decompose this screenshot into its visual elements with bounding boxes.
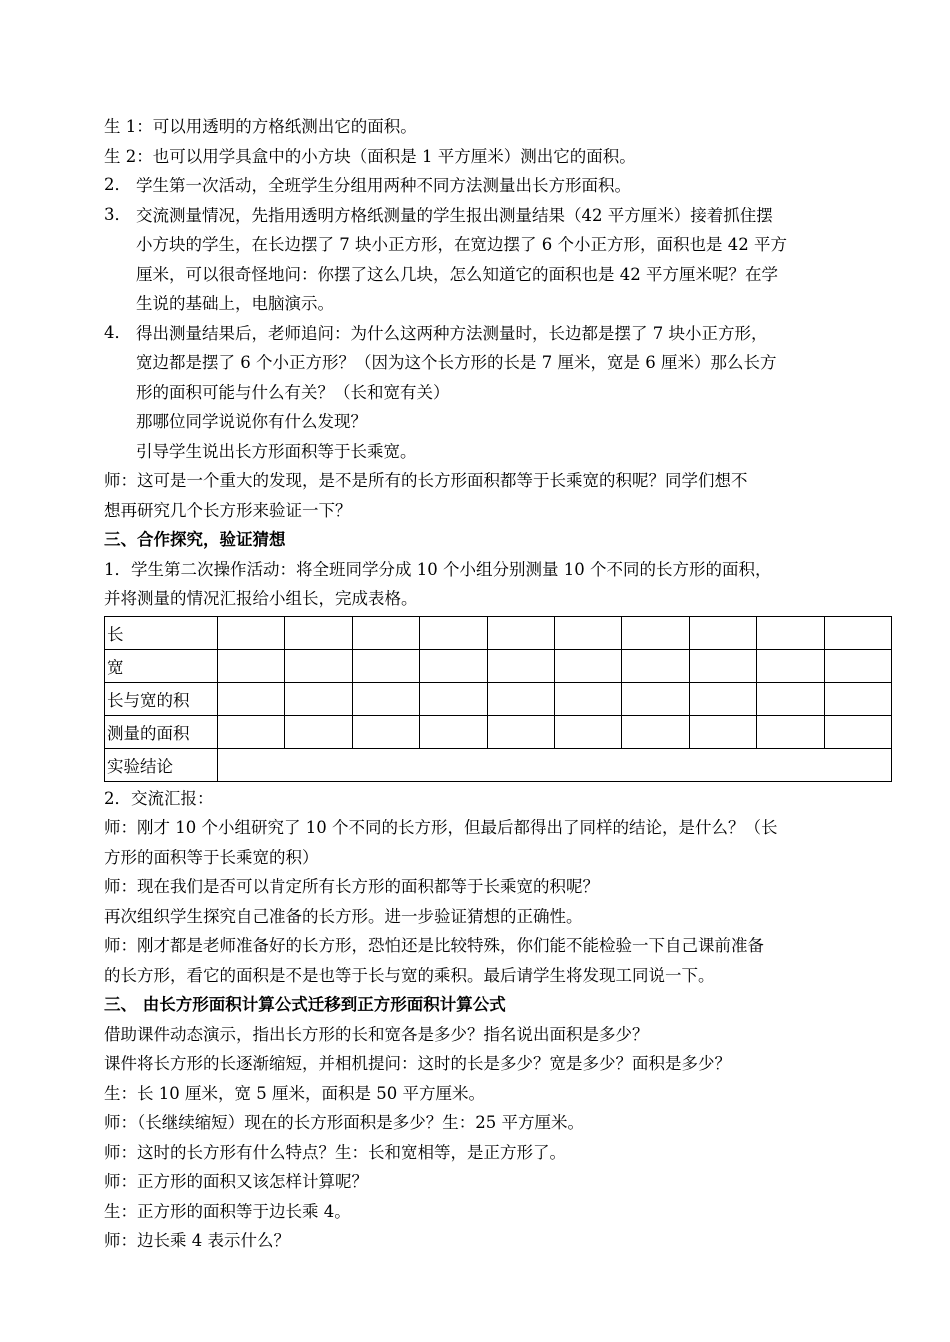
table-cell bbox=[757, 715, 824, 748]
table-cell bbox=[554, 616, 621, 649]
paragraph: 得出测量结果后，老师追问：为什么这两种方法测量时，长边都是摆了 7 块小正方形， bbox=[136, 323, 768, 343]
paragraph: 宽边都是摆了 6 个小正方形？（因为这个长方形的长是 7 厘米，宽是 6 厘米）那么长方 bbox=[136, 353, 777, 372]
table-cell bbox=[285, 616, 352, 649]
table-cell bbox=[757, 649, 824, 682]
table-cell bbox=[689, 649, 756, 682]
paragraph: 方形的面积等于长乘宽的积） bbox=[104, 847, 319, 867]
table-cell bbox=[689, 682, 756, 715]
table-cell bbox=[218, 715, 285, 748]
paragraph: 交流测量情况，先指用透明方格纸测量的学生报出测量结果（42 平方厘米）接着抓住摆 bbox=[136, 205, 773, 225]
table-cell bbox=[757, 682, 824, 715]
table-cell bbox=[554, 649, 621, 682]
measurement-table bbox=[104, 616, 892, 782]
table-cell bbox=[352, 616, 419, 649]
table-row bbox=[105, 649, 892, 682]
table-cell bbox=[420, 682, 487, 715]
table-row bbox=[105, 715, 892, 748]
row-header: 长与宽的积 bbox=[105, 682, 218, 715]
paragraph: 师：（长继续缩短）现在的长方形面积是多少？生：25 平方厘米。 bbox=[104, 1113, 584, 1132]
document-page bbox=[104, 112, 894, 1256]
table-row bbox=[105, 616, 892, 649]
paragraph: 厘米，可以很奇怪地问：你摆了这么几块，怎么知道它的面积也是 42 平方厘米呢？在学 bbox=[136, 264, 778, 284]
table-cell bbox=[622, 715, 689, 748]
table-cell bbox=[420, 616, 487, 649]
paragraph: 生：正方形的面积等于边长乘 4。 bbox=[104, 1201, 351, 1221]
paragraph: 借助课件动态演示，指出长方形的长和宽各是多少？指名说出面积是多少？ bbox=[104, 1024, 649, 1044]
table-cell bbox=[689, 715, 756, 748]
table-cell bbox=[420, 715, 487, 748]
paragraph: 引导学生说出长方形面积等于长乘宽。 bbox=[136, 441, 417, 461]
row-header: 实验结论 bbox=[105, 748, 218, 781]
paragraph: 师：这可是一个重大的发现，是不是所有的长方形面积都等于长乘宽的积呢？同学们想不 bbox=[104, 471, 748, 490]
table-cell bbox=[218, 616, 285, 649]
table-cell bbox=[487, 715, 554, 748]
paragraph: 师：刚才 10 个小组研究了 10 个不同的长方形，但最后都得出了同样的结论，是什么？（长 bbox=[104, 818, 778, 837]
paragraph: 课件将长方形的长逐渐缩短，并相机提问：这时的长是多少？宽是多少？面积是多少？ bbox=[104, 1054, 731, 1073]
table-cell bbox=[218, 682, 285, 715]
table-cell bbox=[622, 682, 689, 715]
table-cell bbox=[689, 616, 756, 649]
table-cell bbox=[757, 616, 824, 649]
paragraph: 师：这时的长方形有什么特点？生：长和宽相等，是正方形了。 bbox=[104, 1142, 566, 1162]
table-cell bbox=[285, 649, 352, 682]
list-item bbox=[104, 201, 894, 319]
table-cell bbox=[824, 715, 891, 748]
list-number: 2． bbox=[104, 175, 131, 194]
table-cell bbox=[218, 649, 285, 682]
list-number: 3． bbox=[104, 204, 131, 224]
paragraph: 生 1：可以用透明的方格纸测出它的面积。 bbox=[104, 117, 417, 136]
table-cell bbox=[352, 715, 419, 748]
table-cell bbox=[554, 715, 621, 748]
row-header: 宽 bbox=[105, 649, 218, 682]
table-cell bbox=[487, 682, 554, 715]
paragraph: 师：正方形的面积又该怎样计算呢？ bbox=[104, 1172, 368, 1191]
table-cell bbox=[487, 616, 554, 649]
table-cell bbox=[622, 616, 689, 649]
paragraph: 师：现在我们是否可以肯定所有长方形的面积都等于长乘宽的积呢？ bbox=[104, 877, 599, 896]
table-row bbox=[105, 682, 892, 715]
list-item bbox=[104, 319, 894, 467]
paragraph: 的长方形，看它的面积是不是也等于长与宽的乘积。最后请学生将发现工同说一下。 bbox=[104, 965, 715, 985]
list-number: 4． bbox=[104, 322, 131, 342]
paragraph: 生 2：也可以用学具盒中的小方块（面积是 1 平方厘米）测出它的面积。 bbox=[104, 146, 636, 166]
paragraph: 想再研究几个长方形来验证一下？ bbox=[104, 500, 352, 520]
table-cell bbox=[285, 715, 352, 748]
row-header: 长 bbox=[105, 616, 218, 649]
paragraph: 2．交流汇报： bbox=[104, 788, 214, 808]
paragraph: 1．学生第二次操作活动：将全班同学分成 10 个小组分别测量 10 个不同的长方形的面积， bbox=[104, 559, 772, 579]
table-cell bbox=[352, 682, 419, 715]
paragraph: 再次组织学生探究自己准备的长方形。进一步验证猜想的正确性。 bbox=[104, 906, 583, 926]
section-heading: 三、合作探究，验证猜想 bbox=[104, 530, 286, 549]
table-cell bbox=[285, 682, 352, 715]
table-cell bbox=[622, 649, 689, 682]
table-cell bbox=[824, 616, 891, 649]
row-header: 测量的面积 bbox=[105, 715, 218, 748]
table-row bbox=[105, 748, 892, 781]
paragraph: 那哪位同学说说你有什么发现？ bbox=[136, 412, 367, 431]
paragraph: 学生第一次活动，全班学生分组用两种不同方法测量出长方形面积。 bbox=[136, 176, 631, 195]
paragraph: 形的面积可能与什么有关？（长和宽有关） bbox=[136, 382, 450, 402]
paragraph: 师：边长乘 4 表示什么？ bbox=[104, 1231, 290, 1250]
table-cell bbox=[554, 682, 621, 715]
paragraph: 小方块的学生，在长边摆了 7 块小正方形，在宽边摆了 6 个小正方形，面积也是 42 平方 bbox=[136, 235, 787, 254]
section-heading: 三、 由长方形面积计算公式迁移到正方形面积计算公式 bbox=[104, 995, 506, 1014]
paragraph: 并将测量的情况汇报给小组长，完成表格。 bbox=[104, 589, 418, 608]
table-cell bbox=[824, 682, 891, 715]
table-cell bbox=[352, 649, 419, 682]
paragraph: 生说的基础上，电脑演示。 bbox=[136, 294, 334, 313]
table-cell bbox=[824, 649, 891, 682]
table-cell bbox=[420, 649, 487, 682]
paragraph: 生：长 10 厘米，宽 5 厘米，面积是 50 平方厘米。 bbox=[104, 1083, 485, 1103]
paragraph: 师：刚才都是老师准备好的长方形，恐怕还是比较特殊，你们能不能检验一下自己课前准备 bbox=[104, 936, 764, 955]
list-item bbox=[104, 171, 894, 201]
table-cell bbox=[218, 748, 892, 781]
table-cell bbox=[487, 649, 554, 682]
